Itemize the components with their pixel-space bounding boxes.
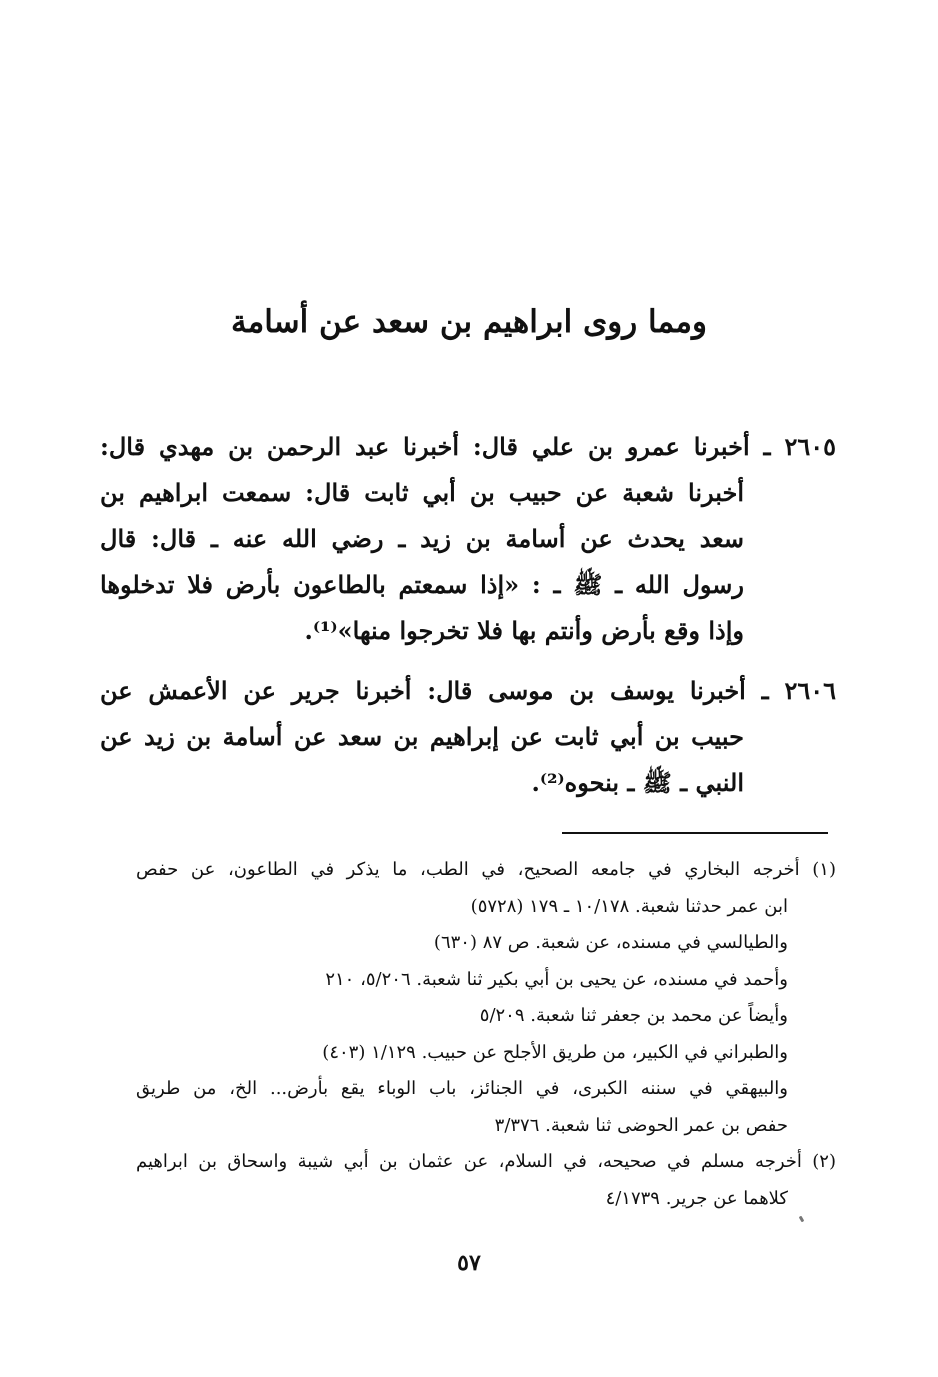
hadith-line: سعد يحدث عن أسامة بن زيد ـ رضي الله عنه ـ قال: قال [100, 524, 744, 553]
hadith-line: وإذا وقع بأرض وأنتم بها فلا تخرجوا منها»⁽¹⁾. [304, 616, 744, 645]
hadith-line: أخبرنا شعبة عن حبيب بن أبي ثابت قال: سمعت ابراهيم بن [100, 478, 744, 507]
hadith-2606 [100, 668, 836, 806]
footnote-line: حفص بن عمر الحوضى ثنا شعبة. ٣/٣٧٦ [494, 1114, 788, 1136]
hadith-2605 [100, 424, 836, 654]
hadith-line: حبيب بن أبي ثابت عن إبراهيم بن سعد عن أسامة بن زيد عن [100, 722, 744, 751]
footnote-separator [562, 832, 828, 834]
footnote-line: (٢) أخرجه مسلم في صحيحه، في السلام، عن عثمان بن أبي شيبة واسحاق بن ابراهيم [136, 1151, 836, 1172]
hadith-line: ٢٦٠٦ ـ أخبرنا يوسف بن موسى قال: أخبرنا جرير عن الأعمش عن [100, 676, 836, 705]
footnote-line: والطبراني في الكبير، من طريق الأجلح عن حبيب. ١/١٢٩ (٤٠٣) [322, 1041, 788, 1063]
section-heading: ومما روى ابراهيم بن سعد عن أسامة [231, 304, 707, 340]
hadith-line: ٢٦٠٥ ـ أخبرنا عمرو بن علي قال: أخبرنا عبد الرحمن بن مهدي قال: [100, 432, 836, 461]
footnote-line: (١) أخرجه البخاري في جامعه الصحيح، في الطب، ما يذكر في الطاعون، عن حفص [136, 859, 836, 880]
page-number: ٥٧ [457, 1250, 481, 1276]
hadith-line: النبي ـ ﷺ ـ بنحوه⁽²⁾. [531, 768, 744, 797]
footnotes [136, 852, 836, 1217]
footnote-line: ابن عمر حدثنا شعبة. ١٠/١٧٨ ـ ١٧٩ (٥٧٢٨) [470, 895, 788, 917]
hadith-line: رسول الله ـ ﷺ ـ : «إذا سمعتم بالطاعون بأرض فلا تدخلوها [100, 570, 744, 599]
footnote-line: والبيهقي في سننه الكبرى، في الجنائز، باب الوباء يقع بأرض... الخ، من طريق [136, 1078, 788, 1099]
footnote-line: وأحمد في مسنده، عن يحيى بن أبي بكير ثنا شعبة. ٥/٢٠٦، ٢١٠ [325, 968, 788, 990]
footnote-line: كلاهما عن جرير. ٤/١٧٣٩ [605, 1187, 788, 1209]
footnote-line: وأيضاً عن محمد بن جعفر ثنا شعبة. ٥/٢٠٩ [479, 1005, 788, 1026]
footnote-line: والطيالسي في مسنده، عن شعبة. ص ٨٧ (٦٣٠) [433, 932, 788, 953]
